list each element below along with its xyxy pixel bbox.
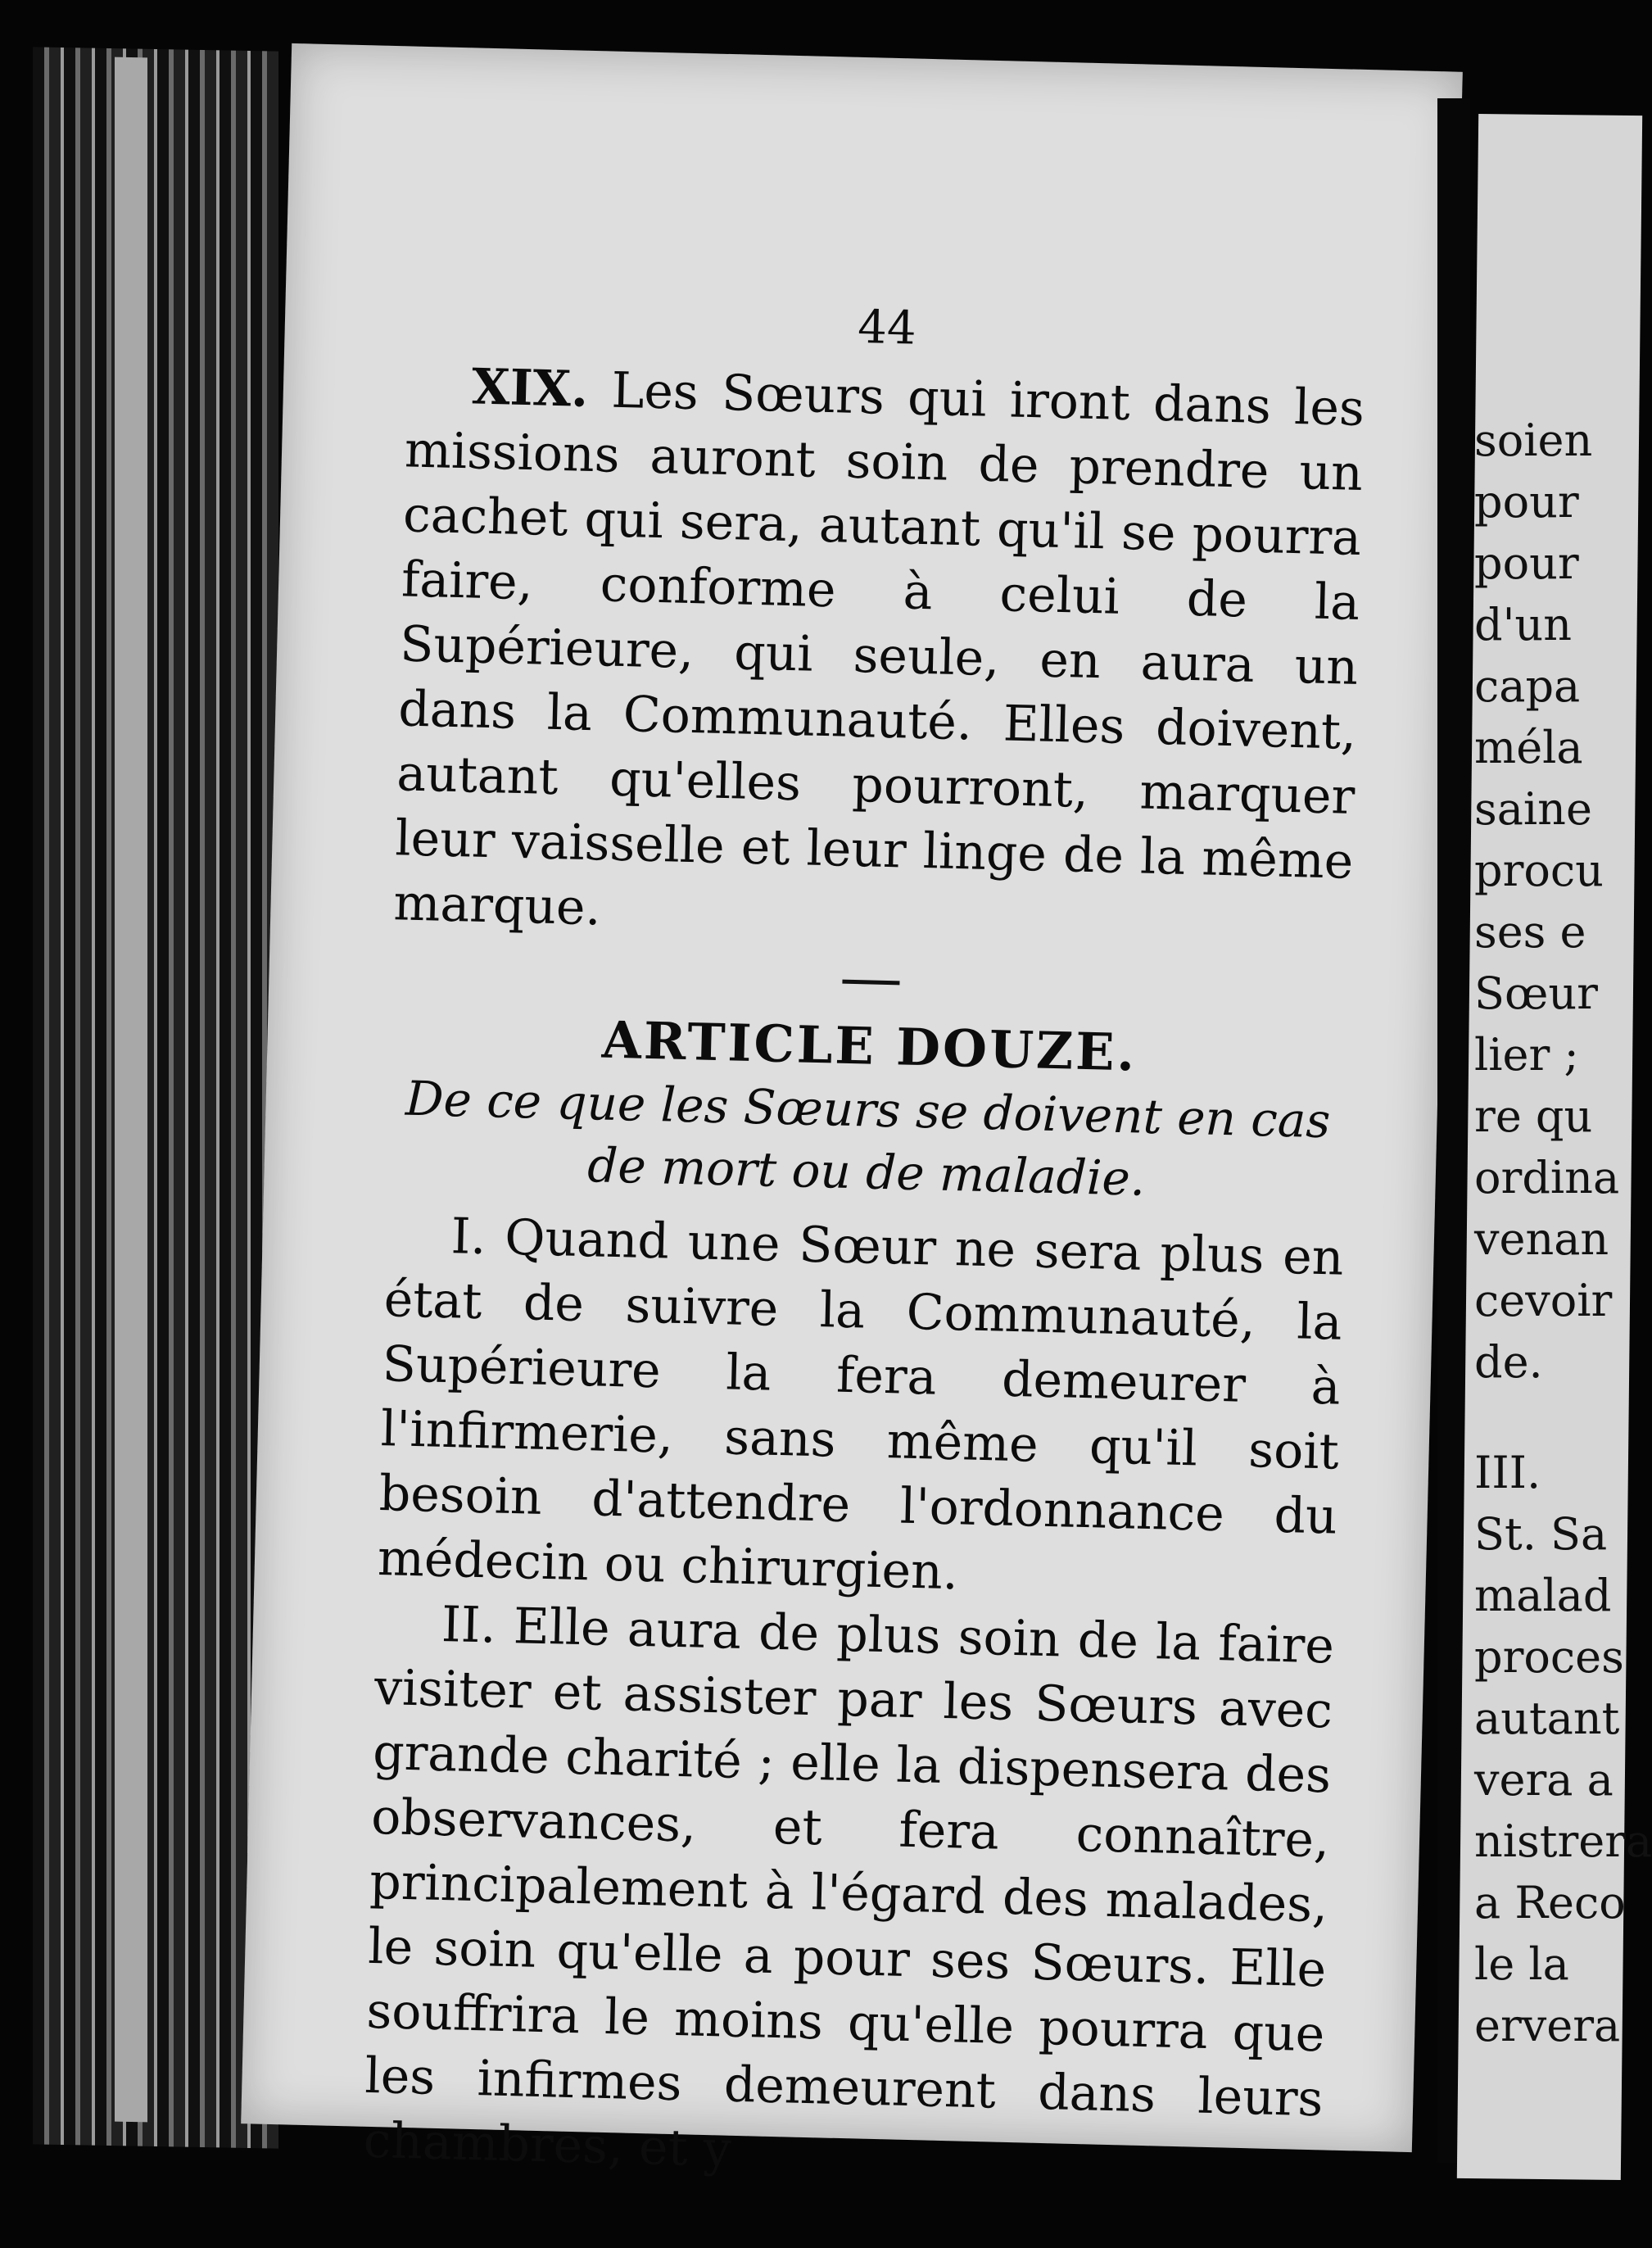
paragraph-text: Quand une Sœur ne sera plus en état de suivre la Communauté, la Supérieure la fera demeurer à l'infirmerie, sans même qu'il soit besoin d'attendre l'ordonnance du médecin ou chirurgien. xyxy=(377,1208,1345,1602)
facing-line: erverа xyxy=(1474,2000,1621,2051)
facing-line: nistrera xyxy=(1474,1815,1652,1867)
facing-line: pour xyxy=(1474,476,1579,528)
facing-line: saine xyxy=(1474,783,1592,835)
left-page xyxy=(241,43,1463,2178)
section-separator-rule xyxy=(842,980,899,986)
facing-line: procu xyxy=(1474,845,1604,896)
facing-line: ordina xyxy=(1474,1152,1620,1203)
facing-line: lier ; xyxy=(1474,1029,1579,1081)
page-number: 44 xyxy=(857,300,917,356)
book-edge-highlight xyxy=(115,57,147,2123)
paragraph-number: XIX. xyxy=(471,358,589,419)
facing-line: malad xyxy=(1474,1570,1612,1621)
facing-line: soien xyxy=(1474,415,1593,466)
page-text-block xyxy=(363,283,1367,2196)
facing-line-gap xyxy=(1474,1393,1614,1442)
article-subtitle: De ce que les Sœurs se doivent en cas de mort ou de maladie. xyxy=(405,1070,1332,1207)
paragraph-text: Elle aura de plus soin de la faire visiter et assister par les Sœurs avec grande charité ; elle la dispensera des observances, et fera connaître, principalement à l'égard des malades, le soin qu'elle a pour ses Sœurs. Elle souffrira le moins qu'elle pourra que les infirmes demeurent dans leurs chambres, et y xyxy=(362,1597,1335,2178)
facing-line: capa xyxy=(1474,660,1581,712)
facing-line: de. xyxy=(1474,1336,1543,1388)
facing-line: re qu xyxy=(1474,1090,1593,1142)
facing-line: Sœur xyxy=(1474,968,1598,1019)
paragraph-ii xyxy=(363,1591,1335,2196)
paragraph-i xyxy=(377,1203,1344,1614)
facing-line: cevoir xyxy=(1474,1275,1613,1326)
paragraph-number: II. xyxy=(441,1595,497,1655)
facing-line: vera a xyxy=(1474,1754,1614,1806)
paragraph-xix xyxy=(393,353,1365,959)
facing-line: méla xyxy=(1474,722,1583,773)
paragraph-number: I. xyxy=(450,1208,487,1267)
article-title: ARTICLE DOUZE. xyxy=(601,1009,1138,1083)
book-page-edges xyxy=(33,47,278,2148)
facing-page-text xyxy=(1474,410,1652,2056)
facing-line: St. Sa xyxy=(1474,1508,1608,1560)
facing-line: d'un xyxy=(1474,599,1572,650)
facing-line: pour xyxy=(1474,537,1579,589)
facing-line: a Reco xyxy=(1474,1877,1626,1928)
paragraph-text: Les Sœurs qui iront dans les missions auront soin de prendre un cachet qui sera, autant qu'il se pourra faire, conforme à celui de la Supérieure, qui seule, en aura un dans la Communauté. Elles doivent, autant qu'elles pourront, marquer leur vaisselle et leur linge de la même marque. xyxy=(392,360,1365,937)
facing-line: III. xyxy=(1474,1447,1541,1498)
facing-line: autant xyxy=(1474,1693,1620,1744)
facing-line: ses e xyxy=(1474,906,1586,958)
facing-line: proces xyxy=(1474,1631,1624,1683)
facing-line: venan xyxy=(1474,1213,1609,1265)
facing-line: le la xyxy=(1474,1938,1569,1990)
